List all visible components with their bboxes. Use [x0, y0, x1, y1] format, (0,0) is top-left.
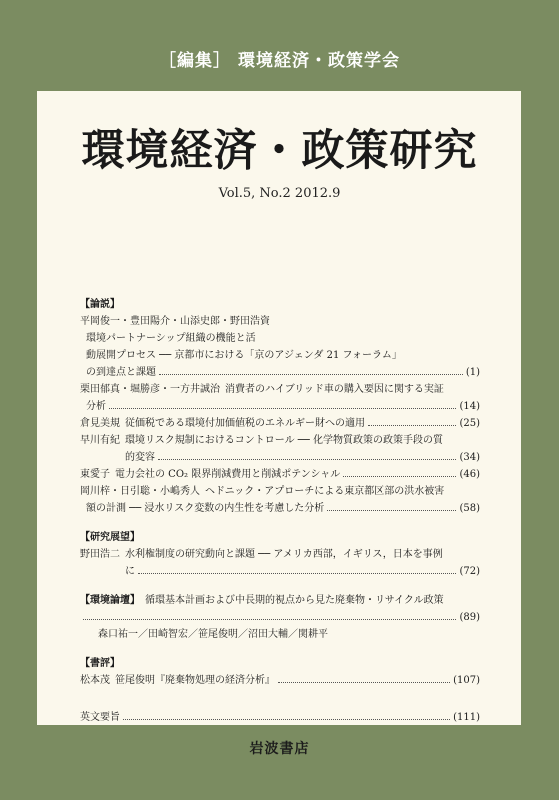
entry-title-line: 電力会社の CO₂ 限界削減費用と削減ポテンシャル [115, 469, 341, 480]
toc-entry-body [80, 330, 480, 381]
leader-dots [368, 425, 456, 426]
entry-author: 東愛子 [80, 469, 110, 480]
leader-dots [159, 374, 463, 375]
toc-entry [80, 483, 480, 500]
entry-page: (89) [459, 612, 480, 623]
entry-title-line: 額の計測 ── 浸水リスク変数の内生性を考慮した分析 [86, 503, 325, 514]
entry-author: 早川有紀 [80, 435, 120, 446]
section-heading-tenbo: 【研究展望】 [80, 532, 140, 543]
entry-title-line: ヘドニック・アプローチによる東京都区部の洪水被害 [205, 486, 445, 497]
section-heading-shohyo: 【書評】 [80, 658, 120, 669]
leader-dots [109, 408, 456, 409]
publisher-name: 岩波書店 [249, 741, 310, 757]
entry-title-line: 循環基本計画および中長期的視点から見た廃棄物・リサイクル政策 [145, 595, 444, 606]
toc-entry [80, 672, 480, 689]
leader-dots [278, 682, 450, 683]
entry-page: (1) [465, 367, 480, 378]
abstract-label: 英文要旨 [80, 712, 120, 723]
entry-title-line: 分析 [86, 401, 106, 412]
entry-title-line: 環境パートナーシップ組織の機能と活 [86, 333, 256, 344]
entry-title-line: 従価税である環境付加価値税のエネルギー財への適用 [125, 418, 365, 429]
editor-line: ［編集］ 環境経済・政策学会 [159, 51, 400, 71]
toc-entry-body [80, 398, 480, 415]
toc-entry [80, 592, 480, 609]
issue-info: Vol.5, No.2 2012.9 [218, 186, 341, 201]
entry-author: 倉見美規 [80, 418, 120, 429]
toc-entry [80, 432, 480, 466]
entry-title-line: 環境リスク規制におけるコントロール ── 化学物質政策の政策手段の質 [125, 435, 443, 446]
entry-page: (34) [459, 452, 480, 463]
entry-title-line: 笹尾俊明『廃棄物処理の経済分析』 [115, 675, 275, 686]
toc-entry [80, 313, 480, 330]
leader-dots [138, 573, 456, 574]
entry-title-line: 水利権制度の研究動向と課題 ── アメリカ西部，イギリス，日本を事例 [125, 549, 443, 560]
entry-title-line: の到達点と課題 [86, 367, 156, 378]
entry-page: (46) [459, 469, 480, 480]
leader-dots [343, 476, 456, 477]
entry-page: (25) [459, 418, 480, 429]
entry-author: 森口祐一／田崎智宏／笹尾俊明／沼田大輔／関耕平 [98, 629, 328, 640]
leader-dots [83, 619, 456, 620]
entry-author: 栗田郁真・堀勝彦・一方井誠治 [80, 384, 220, 395]
entry-author: 岡川梓・日引聡・小嶋秀人 [80, 486, 200, 497]
journal-title: 環境経済・政策研究 [81, 126, 478, 176]
toc-entry [80, 709, 480, 726]
entry-title-line: 動展開プロセス ── 京都市における「京のアジェンダ 21 フォーラム」 [86, 350, 402, 361]
toc-entry [80, 415, 480, 432]
toc-entry [80, 466, 480, 483]
entry-title-line: 消費者のハイブリッド車の購入要因に関する実証 [225, 384, 444, 395]
entry-author: 野田浩二 [80, 549, 120, 560]
entry-page: (14) [459, 401, 480, 412]
table-of-contents [80, 296, 480, 726]
leader-dots [158, 459, 456, 460]
entry-author: 平岡俊一・豊田陽介・山添史郎・野田浩資 [80, 316, 270, 327]
section-heading-ronsetsu: 【論説】 [80, 299, 120, 310]
entry-page: (107) [453, 675, 480, 686]
entry-author: 松本茂 [80, 675, 110, 686]
entry-page: (58) [459, 503, 480, 514]
leader-dots [327, 510, 456, 511]
toc-entry-body [80, 500, 480, 517]
entry-title-line: 的変容 [125, 452, 155, 463]
section-heading-ronten: 【環境論壇】 [80, 595, 140, 606]
toc-entry [80, 546, 480, 580]
entry-page: (72) [459, 566, 480, 577]
entry-title-line: に [125, 566, 135, 577]
leader-dots [123, 719, 450, 720]
toc-leader-row [80, 609, 480, 626]
entry-page: (111) [453, 712, 480, 723]
toc-entry [80, 381, 480, 398]
